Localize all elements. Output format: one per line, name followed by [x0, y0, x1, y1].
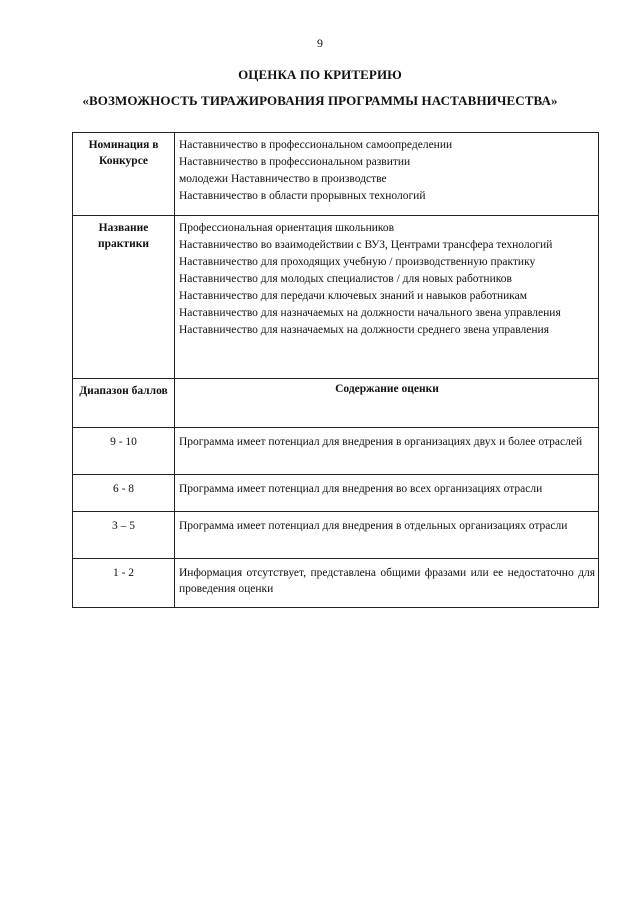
document-title: ОЦЕНКА ПО КРИТЕРИЮ: [238, 67, 402, 82]
nomination-row: [73, 133, 599, 216]
nomination-label: Номинация в Конкурсе: [73, 133, 175, 216]
practice-item: Наставничество для молодых специалистов / для новых работников: [179, 273, 512, 285]
practice-item: Наставничество для передачи ключевых знаний и навыков работникам: [179, 290, 528, 302]
practice-item: Наставничество для назначаемых на должности начального звена управления: [179, 307, 561, 319]
practice-item: Наставничество для назначаемых на должности среднего звена управления: [179, 324, 549, 336]
page-number: 9: [317, 36, 323, 50]
nomination-list: [175, 133, 599, 216]
nomination-item: Наставничество в профессиональном самоопределении: [179, 139, 453, 151]
score-row: [73, 428, 599, 475]
score-description: Информация отсутствует, представлена общими фразами или ее недостаточно для проведения оценки: [175, 559, 599, 608]
score-range: 3 – 5: [73, 512, 175, 559]
score-row: [73, 475, 599, 512]
practice-item: Наставничество во взаимодействии с ВУЗ, Центрами трансфера технологий: [179, 239, 553, 251]
criteria-table: [72, 132, 599, 608]
practice-item: Наставничество для проходящих учебную / производственную практику: [179, 256, 536, 268]
score-header-row: [73, 379, 599, 428]
nomination-item: Наставничество в области прорывных технологий: [179, 190, 426, 202]
document-subtitle: «ВОЗМОЖНОСТЬ ТИРАЖИРОВАНИЯ ПРОГРАММЫ НАСТАВНИЧЕСТВА»: [82, 93, 558, 108]
score-row: [73, 559, 599, 608]
range-header: Диапазон баллов: [73, 379, 175, 428]
nomination-item: молодежи Наставничество в производстве: [179, 173, 387, 185]
practice-item: Профессиональная ориентация школьников: [179, 222, 395, 234]
score-description: Программа имеет потенциал для внедрения в отдельных организациях отрасли: [175, 512, 599, 559]
score-description: Программа имеет потенциал для внедрения в организациях двух и более отраслей: [175, 428, 599, 475]
score-description: Программа имеет потенциал для внедрения во всех организациях отрасли: [175, 475, 599, 512]
practice-row: [73, 216, 599, 379]
practice-label: Название практики: [73, 216, 175, 379]
score-range: 9 - 10: [73, 428, 175, 475]
practice-list: [175, 216, 599, 379]
content-header: Содержание оценки: [175, 379, 599, 428]
nomination-item: Наставничество в профессиональном развитии: [179, 156, 411, 168]
score-row: [73, 512, 599, 559]
score-range: 1 - 2: [73, 559, 175, 608]
score-range: 6 - 8: [73, 475, 175, 512]
